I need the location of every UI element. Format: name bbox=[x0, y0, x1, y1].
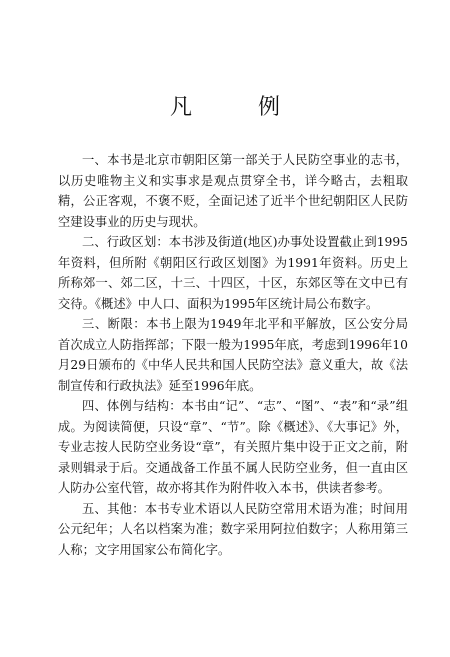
paragraph-administrative-division: 二、行政区划：本书涉及街道(地区)办事处设置截止到1995年资料，但所附《朝阳区行政区划图》为1991年资料。历史上所称郊一、郊二区，十三、十四区，十区，东郊区等在文中已有交待。《概述》中人口、面积为1995年区统计局公布数字。 bbox=[58, 235, 408, 311]
paragraph-time-limits: 三、断限：本书上限为1949年北平和平解放，区公安分局首次成立人防指挥部；下限一般为1995年底，考虑到1996年10月29日颁布的《中华人民共和国人民防空法》意义重大，故《法制宣传和行政执法》延至1996年底。 bbox=[58, 317, 408, 393]
page-title: 凡 例 bbox=[169, 95, 302, 120]
paragraph-other: 五、其他：本书专业术语以人民防空常用术语为准；时间用公元纪年；人名以档案为准；数字采用阿拉伯数字；人称用第三人称；文字用国家公布简化字。 bbox=[58, 501, 408, 557]
paragraph-structure: 四、体例与结构：本书由“记”、“志”、“图”、“表”和“录”组成。为阅读简便，只设“章”、“节”。除《概述》、《大事记》外，专业志按人民防空业务设“章”，有关照片集中设于正文之前，附录则辑录于后。交通战备工作虽不属人民防空业务，但一直由区人防办公室代管，故亦将其作为附件收入本书，供读者参考。 bbox=[58, 399, 408, 495]
page-body bbox=[58, 150, 408, 560]
paragraph-overview: 一、本书是北京市朝阳区第一部关于人民防空事业的志书，以历史唯物主义和实事求是观点贯穿全书，详今略古，去粗取精，公正客观，不褒不贬，全面记述了近半个世纪朝阳区人民防空建设事业的历史与现状。 bbox=[58, 153, 408, 229]
